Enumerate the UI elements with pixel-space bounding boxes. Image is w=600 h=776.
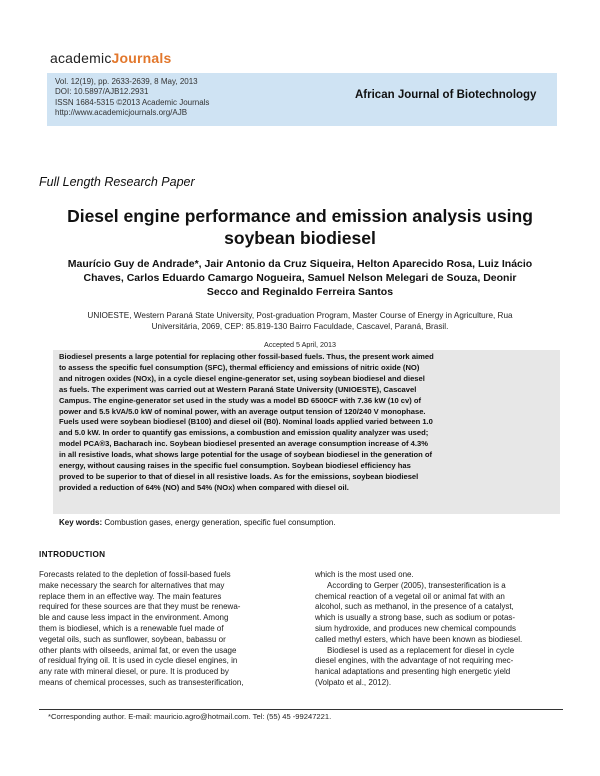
body-line: Biodiesel is used as a replacement for diesel in cycle bbox=[327, 645, 515, 655]
logo-text-journals: Journals bbox=[111, 50, 172, 66]
intro-right-column bbox=[315, 570, 564, 689]
title-line: Diesel engine performance and emission analysis using bbox=[67, 206, 533, 226]
abstract-line: Campus. The engine-generator set used in the study was a model BD 6500CF with 7.36 kW (10 cv) of bbox=[59, 395, 422, 405]
corresponding-author-footnote: *Corresponding author. E-mail: mauricio.agro@hotmail.com. Tel: (55) 45 -99247221. bbox=[48, 712, 332, 721]
body-line: any rate with mineral diesel, or pure. It is produced by bbox=[39, 667, 229, 677]
abstract-line: power and 5.5 kVA/5.0 kW of nominal power, with an average output tension of 120/240 V monophase. bbox=[59, 406, 426, 416]
abstract-line: in all resistive loads, what shows large potential for the usage of soybean biodiesel in the generation of bbox=[59, 450, 433, 460]
affiliation-line: Universitária, 2069, CEP: 85.819-130 Bairro Faculdade, Cascavel, Paraná, Brasil. bbox=[151, 322, 449, 331]
author-line: Chaves, Carlos Eduardo Camargo Nogueira, Samuel Nelson Melegari de Souza, Deonir bbox=[83, 272, 517, 284]
keywords bbox=[59, 518, 336, 527]
author-line: Secco and Reginaldo Ferreira Santos bbox=[206, 286, 394, 298]
keywords-text: Combustion gases, energy generation, specific fuel consumption. bbox=[102, 518, 336, 527]
body-line: hanical adaptations and presenting high energetic yield bbox=[315, 667, 511, 677]
body-line: chemical reaction of a vegetal oil or animal fat with an bbox=[315, 591, 505, 601]
body-line: required for these sources are that they must be renewa- bbox=[39, 602, 241, 612]
introduction-heading: INTRODUCTION bbox=[39, 550, 106, 559]
paper-type: Full Length Research Paper bbox=[39, 175, 195, 189]
title-line: soybean biodiesel bbox=[224, 228, 376, 248]
body-line: of residual frying oil. It is used in cycle diesel engines, in bbox=[39, 656, 238, 666]
body-line: Forecasts related to the depletion of fossil-based fuels bbox=[39, 570, 231, 579]
abstract-line: and nitrogen oxides (NOx), in a cycle diesel engine-generator set, using soybean biodiesel and diesel bbox=[59, 373, 425, 383]
body-line: means of chemical processes, such as transesterification, bbox=[39, 677, 244, 687]
body-line: ble and cause less impact in the environment. Among bbox=[39, 613, 229, 623]
abstract-line: provided a reduction of 64% (NO) and 54% (NOx) when compared with diesel oil. bbox=[59, 482, 349, 492]
abstract-line: proved to be superior to that of diesel in all resistive loads. As for the emissions, soybean biodiesel bbox=[59, 471, 419, 481]
footnote-divider bbox=[39, 709, 563, 710]
issn-line: ISSN 1684-5315 ©2013 Academic Journals bbox=[55, 97, 210, 107]
volume-line: Vol. 12(19), pp. 2633-2639, 8 May, 2013 bbox=[55, 77, 198, 86]
affiliation-line: UNIOESTE, Western Paraná State University, Post-graduation Program, Master Course of Energy in Agriculture, Rua bbox=[87, 311, 513, 320]
abstract-line: as fuels. The experiment was carried out at Western Paraná State University (UNIOESTE), Cascavel bbox=[59, 384, 417, 394]
journal-url-link[interactable]: http://www.academicjournals.org/AJB bbox=[55, 108, 188, 118]
body-line: make necessary the search for alternatives that may bbox=[39, 580, 225, 590]
body-line: According to Gerper (2005), transesterification is a bbox=[327, 580, 506, 590]
body-line: sium hydroxide, and produces new chemical compounds bbox=[315, 623, 516, 633]
body-line: (Volpato et al., 2012). bbox=[315, 677, 392, 687]
body-line: vegetal oils, such as sunflower, soybean, babassu or bbox=[39, 634, 226, 644]
author-line: Maurício Guy de Andrade*, Jair Antonio da Cruz Siqueira, Helton Aparecido Rosa, Luiz Inácio bbox=[67, 258, 533, 270]
paper-title bbox=[30, 205, 570, 249]
abstract-line: Fuels used were soybean biodiesel (B100) and diesel oil (B0). Nominal loads applied varied between 1.0 bbox=[59, 417, 433, 427]
intro-left-column bbox=[39, 570, 304, 689]
abstract-line: energy, without causing raises in the specific fuel consumption. Soybean biodiesel efficiency has bbox=[59, 461, 411, 471]
abstract-line: to assess the specific fuel consumption (SFC), thermal efficiency and emissions of nitric oxide (NO) bbox=[59, 362, 420, 372]
body-line: called methyl esters, which have been known as biodiesel. bbox=[315, 634, 523, 644]
body-line: alcohol, such as methanol, in the presence of a catalyst, bbox=[315, 602, 514, 612]
accepted-date: Accepted 5 April, 2013 bbox=[264, 340, 336, 349]
abstract-line: model PCA®3, Bacharach inc. Soybean biodiesel presented an average consumption increase of 4.3% bbox=[59, 439, 428, 449]
body-line: them is biodiesel, which is a renewable fuel made of bbox=[39, 623, 224, 633]
author-list bbox=[45, 257, 555, 299]
keywords-label: Key words: bbox=[59, 518, 103, 527]
body-line: diesel engines, with the advantage of not requiring mec- bbox=[315, 656, 514, 666]
journal-name: African Journal of Biotechnology bbox=[355, 89, 537, 101]
abstract-line: Biodiesel presents a large potential for replacing other fossil-based fuels. Thus, the present work aimed bbox=[59, 352, 434, 361]
article-metadata bbox=[55, 77, 209, 119]
publisher-logo bbox=[50, 50, 171, 66]
body-line: replace them in an effective way. The main features bbox=[39, 591, 222, 601]
abstract-text bbox=[59, 352, 554, 494]
body-line: which is usually a strong base, such as sodium or potas- bbox=[315, 613, 516, 623]
body-line: which is the most used one. bbox=[315, 570, 414, 579]
doi-line: DOI: 10.5897/AJB12.2931 bbox=[55, 87, 149, 97]
logo-text-academic: academic bbox=[50, 50, 112, 66]
affiliation bbox=[30, 310, 570, 332]
body-line: other plants with oilseeds, animal fat, or even the usage bbox=[39, 645, 237, 655]
abstract-line: and 5.0 kW. In order to quantify gas emissions, a combustion and emission quality analyzer was used; bbox=[59, 428, 429, 438]
